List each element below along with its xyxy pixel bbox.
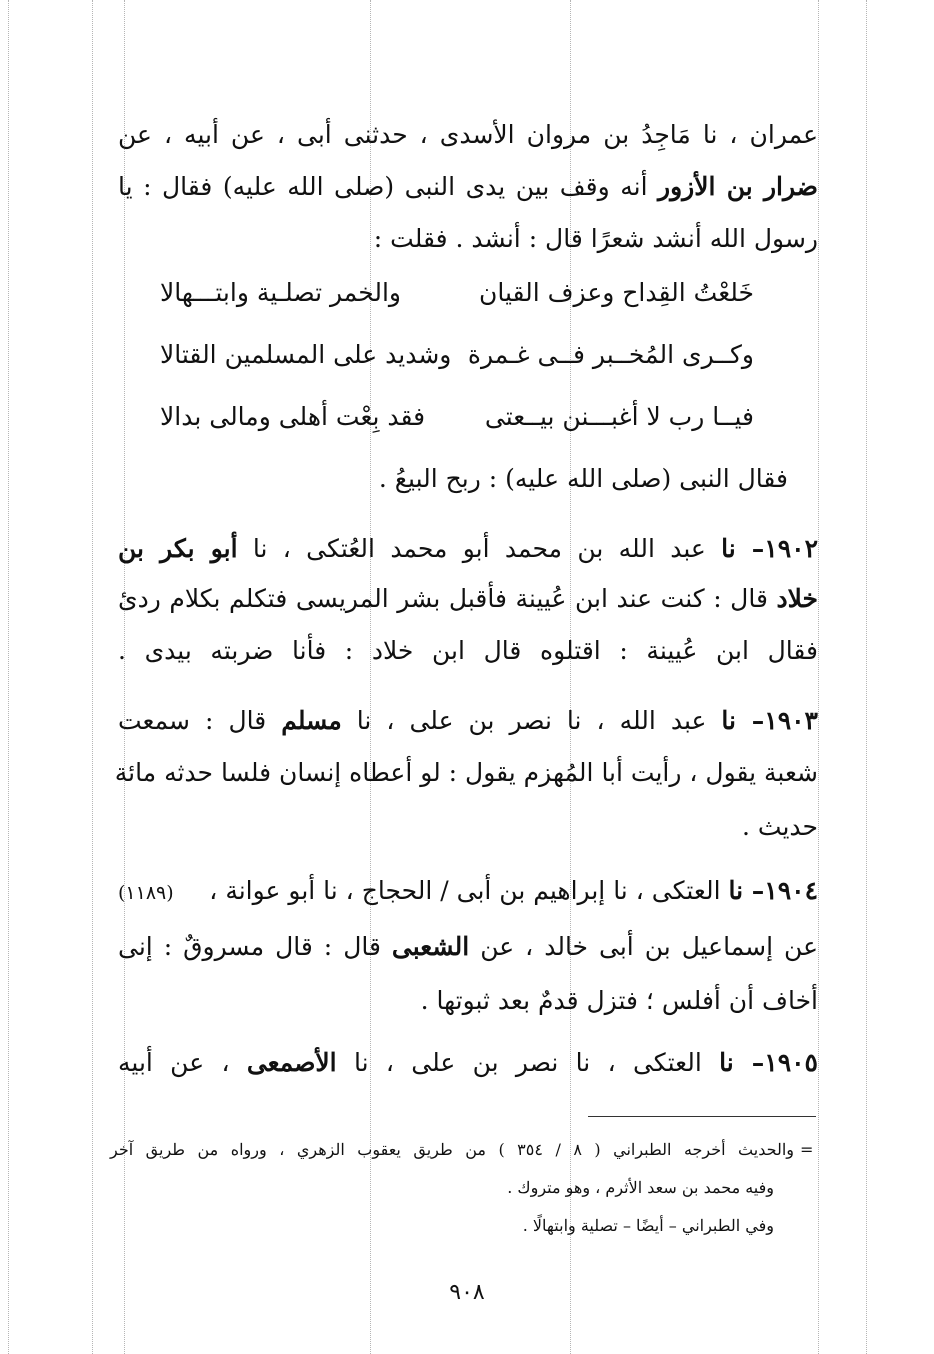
verse-right-hemistich: فيــا رب لا أغبـــنن بيــعتى [484,402,754,431]
text-line: ضرار بن الأزور أنه وقف بين يدى النبى (صلى الله عليه) فقال : يا [118,172,819,201]
hadith-number: ١٩٠٤– نا [728,876,818,905]
footnote-separator [588,1116,816,1117]
dotted-guide-line [866,0,867,1354]
hadith-1904-line: ١٩٠٤– نا العتكى ، نا إبراهيم بن أبى / الحجاج ، نا أبو عوانة ، [209,876,818,905]
dotted-guide-line [8,0,9,1354]
text-line: عن إسماعيل بن أبى خالد ، عن الشعبى قال : قال مسروقٌ : إنى [118,932,818,961]
text-line: شعبة يقول ، رأيت أبا المُهزم يقول : لو أعطاه إنسان فلسا حدثه مائة [114,758,818,787]
narrator-name: خلاد [776,584,818,613]
page-number: ٩٠٨ [449,1280,485,1305]
hadith-number: ١٩٠٣– نا [721,706,818,735]
text-line: خلاد قال : كنت عند ابن عُيينة فأقبل بشر المريسى فتكلم بكلام ردئ [118,584,818,613]
narrator-name: الأصمعى [246,1048,337,1077]
text-line: رسول الله أنشد شعرًا قال : أنشد . فقلت : [373,224,818,253]
narrator-name: مسلم [281,706,342,735]
verse-left-hemistich: وشديد على المسلمين القتالا [160,340,452,369]
hadith-number: ١٩٠٢– نا [721,534,819,563]
hadith-number: ١٩٠٥– نا [719,1048,818,1077]
footnote-line: والحديث أخرجه الطبراني ( ٨ / ٣٥٤ ) من طريق يعقوب الزهري ، ورواه من طريق آخر [110,1140,794,1159]
verse-left-hemistich: فقد بِعْت أهلى ومالى بدالا [160,402,426,431]
narrator-name: الشعبى [391,932,470,961]
footnote-line: وفيه محمد بن سعد الأثرم ، وهو متروك . [507,1178,774,1197]
hadith-1905-line: ١٩٠٥– نا العتكى ، نا نصر بن على ، نا الأصمعى ، عن أبيه [118,1048,818,1077]
narrator-name: أبو بكر بن [118,534,238,563]
dotted-guide-line [92,0,93,1354]
text-line: فقال النبى (صلى الله عليه) : ربح البيعُ . [378,464,788,493]
dotted-guide-line [818,0,819,1354]
text-line: أخاف أن أفلس ؛ فتزل قدمٌ بعد ثبوتها . [420,986,818,1015]
hadith-1903-line: ١٩٠٣– نا عبد الله ، نا نصر بن على ، نا مسلم قال : سمعت [118,706,818,735]
verse-right-hemistich: خَلعْتُ القِداح وعزف القيان [478,278,754,307]
footnote-line: وفي الطبراني – أيضًا – تصلية وابتهالًا . [522,1216,774,1235]
text-line: عمران ، نا مَاجِدُ بن مروان الأسدى ، حدثنى أبى ، عن أبيه ، عن [118,120,818,149]
text-line: فقال ابن عُيينة : اقتلوه قال ابن خلاد : فأنا ضربته بيدى . [118,636,818,665]
footnote-continuation-mark: = [800,1140,814,1159]
margin-reference: (١١٨٩) [118,882,174,904]
hadith-1902-line: ١٩٠٢– نا عبد الله بن محمد أبو محمد العُتكى ، نا أبو بكر بن [118,534,819,563]
verse-right-hemistich: وكــرى المُخــبر فــى غـمرة [467,340,754,369]
verse-left-hemistich: والخمر تصلـية وابتـــهالا [160,278,401,307]
narrator-name: ضرار بن الأزور [658,172,819,201]
text-line: حديث . [742,812,818,841]
